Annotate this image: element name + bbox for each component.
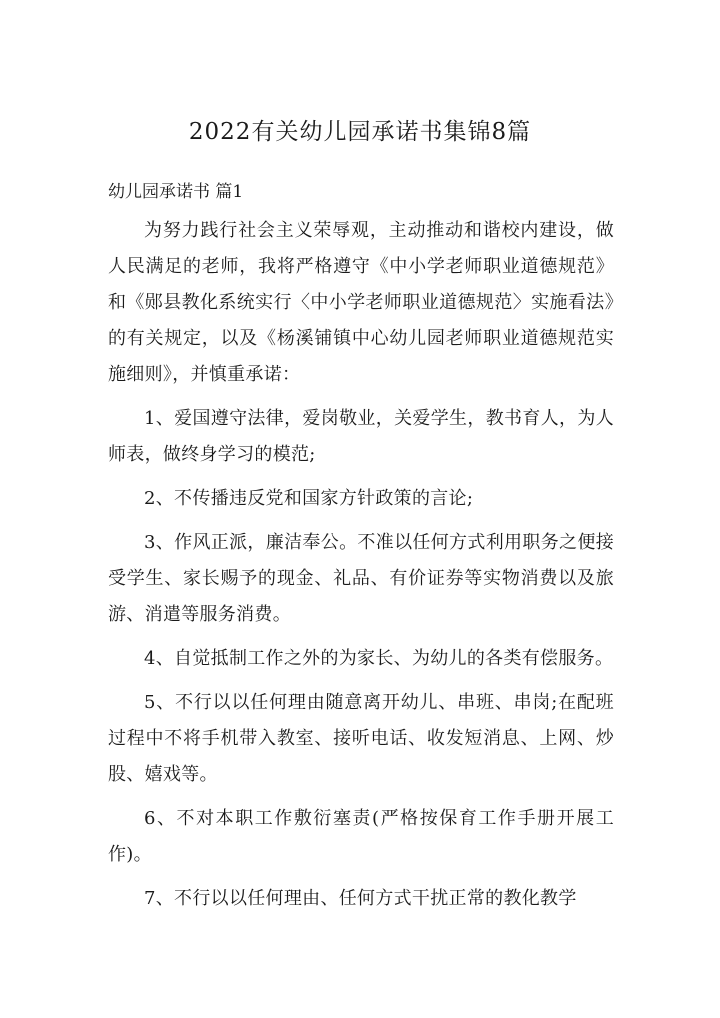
paragraph-item-4: 4、自觉抵制工作之外的为家长、为幼儿的各类有偿服务。 — [144, 648, 614, 669]
paragraph-item-3: 3、作风正派，廉洁奉公。不准以任何方式利用职务之便接受学生、家长赐予的现金、礼品、有价证券等实物消费以及旅游、消遣等服务消费。 — [108, 532, 614, 625]
paragraph-intro: 为努力践行社会主义荣辱观，主动推动和谐校内建设，做人民满足的老师，我将严格遵守《中小学老师职业道德规范》和《郧县教化系统实行〈中小学老师职业道德规范〉实施看法》的有关规定，以及《杨溪铺镇中心幼儿园老师职业道德规范实施细则》，并慎重承诺： — [108, 220, 614, 385]
document-title: 2022有关幼儿园承诺书集锦8篇 — [188, 119, 532, 145]
paragraph-item-2: 2、不传播违反党和国家方针政策的言论; — [144, 488, 474, 509]
paragraph-item-7: 7、不行以以任何理由、任何方式干扰正常的教化教学 — [144, 888, 577, 909]
paragraph-item-5: 5、不行以以任何理由随意离开幼儿、串班、串岗;在配班过程中不将手机带入教室、接听电话、收发短消息、上网、炒股、嬉戏等。 — [108, 692, 614, 785]
document-body — [108, 213, 614, 925]
paragraph-item-6: 6、不对本职工作敷衍塞责(严格按保育工作手册开展工作)。 — [108, 808, 614, 865]
section-heading: 幼儿园承诺书 篇1 — [108, 182, 244, 202]
paragraph-item-1: 1、爱国遵守法律，爱岗敬业，关爱学生，教书育人，为人师表，做终身学习的模范; — [108, 408, 614, 465]
